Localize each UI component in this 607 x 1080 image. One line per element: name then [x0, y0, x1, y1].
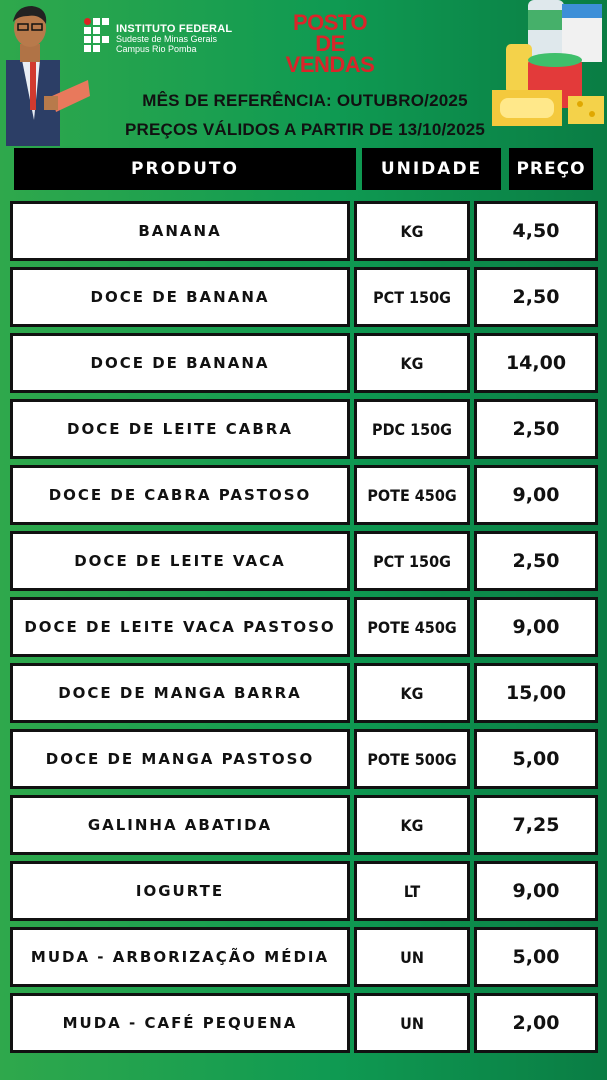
- logo-line-3: Campus Rio Pomba: [116, 44, 197, 54]
- row-4-product: DOCE DE LEITE CABRA: [10, 399, 350, 459]
- row-10-product: GALINHA ABATIDA: [10, 795, 350, 855]
- row-12-product: MUDA - ARBORIZAÇÃO MÉDIA: [10, 927, 350, 987]
- row-4-unit: PDC 150G: [354, 399, 470, 459]
- row-13-price: 2,00: [474, 993, 598, 1053]
- row-7-price: 9,00: [474, 597, 598, 657]
- header-price: PREÇO: [509, 148, 593, 190]
- row-3-price: 14,00: [474, 333, 598, 393]
- row-11-unit: LT: [354, 861, 470, 921]
- row-2-price: 2,50: [474, 267, 598, 327]
- row-12-unit: UN: [354, 927, 470, 987]
- row-4-price: 2,50: [474, 399, 598, 459]
- row-3-product: DOCE DE BANANA: [10, 333, 350, 393]
- title-line-2: DE: [315, 31, 345, 56]
- row-10-price: 7,25: [474, 795, 598, 855]
- valid-from-date: PREÇOS VÁLIDOS A PARTIR DE 13/10/2025: [124, 120, 486, 139]
- row-6-price: 2,50: [474, 531, 598, 591]
- logo-line-1: INSTITUTO FEDERAL: [116, 23, 233, 35]
- page-title: [270, 12, 390, 75]
- row-1-unit: KG: [354, 201, 470, 261]
- row-8-unit: KG: [354, 663, 470, 723]
- row-7-unit: POTE 450G: [354, 597, 470, 657]
- row-2-unit: PCT 150G: [354, 267, 470, 327]
- row-11-price: 9,00: [474, 861, 598, 921]
- header-product: PRODUTO: [14, 148, 356, 190]
- institute-logo-icon: [84, 18, 112, 52]
- row-9-product: DOCE DE MANGA PASTOSO: [10, 729, 350, 789]
- title-line-3: VENDAS: [285, 52, 375, 77]
- row-11-product: IOGURTE: [10, 861, 350, 921]
- row-6-unit: PCT 150G: [354, 531, 470, 591]
- institute-name: [116, 24, 232, 54]
- row-8-price: 15,00: [474, 663, 598, 723]
- row-10-unit: KG: [354, 795, 470, 855]
- row-2-product: DOCE DE BANANA: [10, 267, 350, 327]
- row-13-unit: UN: [354, 993, 470, 1053]
- title-line-1: POSTO: [292, 10, 368, 35]
- row-6-product: DOCE DE LEITE VACA: [10, 531, 350, 591]
- row-5-price: 9,00: [474, 465, 598, 525]
- logo-line-2: Sudeste de Minas Gerais: [116, 34, 218, 44]
- reference-month: MÊS DE REFERÊNCIA: OUTUBRO/2025: [142, 91, 468, 110]
- row-1-product: BANANA: [10, 201, 350, 261]
- row-13-product: MUDA - CAFÉ PEQUENA: [10, 993, 350, 1053]
- row-9-price: 5,00: [474, 729, 598, 789]
- row-5-product: DOCE DE CABRA PASTOSO: [10, 465, 350, 525]
- row-1-price: 4,50: [474, 201, 598, 261]
- row-8-product: DOCE DE MANGA BARRA: [10, 663, 350, 723]
- header-unit: UNIDADE: [362, 148, 501, 190]
- row-5-unit: POTE 450G: [354, 465, 470, 525]
- row-9-unit: POTE 500G: [354, 729, 470, 789]
- row-3-unit: KG: [354, 333, 470, 393]
- row-7-product: DOCE DE LEITE VACA PASTOSO: [10, 597, 350, 657]
- row-12-price: 5,00: [474, 927, 598, 987]
